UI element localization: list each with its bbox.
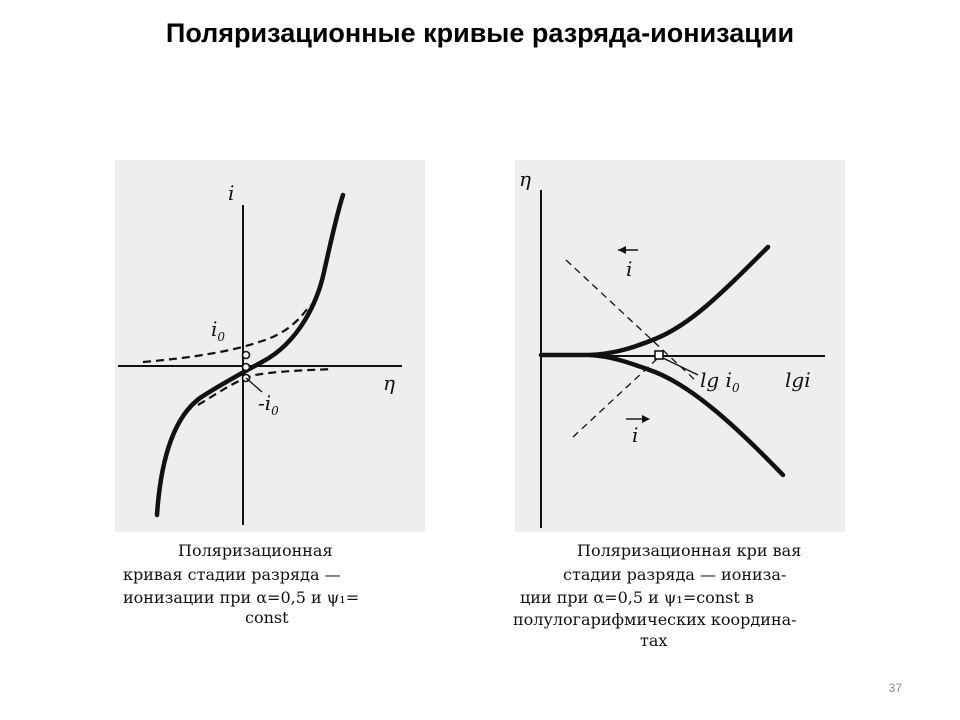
right-y-axis-label: η (519, 167, 531, 191)
left-point-origin (243, 364, 250, 371)
right-arrow-label-top: i (626, 257, 633, 281)
left-x-axis-label: η (383, 371, 395, 395)
left-caption-line-3: ионизации при α=0,5 и ψ₁= (123, 588, 360, 607)
right-label-lg-main: lg i (700, 368, 732, 392)
left-label-i0-main: i (211, 317, 218, 341)
right-label-lg-sub: 0 (731, 381, 740, 395)
left-y-axis-label: i (228, 181, 235, 205)
left-label-i0-sub: 0 (217, 330, 226, 344)
left-caption-line-1: Поляризационная (178, 541, 333, 560)
right-caption-line-1: Поляризационная кри вая (577, 541, 802, 560)
left-label-neg-i0-sub: 0 (271, 404, 279, 418)
right-x-axis-label: lgi (785, 368, 811, 392)
right-caption-line-3: ции при α=0,5 и ψ₁=const в (520, 588, 754, 607)
right-caption-line-4: полулогарифмических координа- (513, 610, 797, 629)
right-arrow-label-bottom: i (632, 423, 639, 447)
right-point-lg-i0 (655, 351, 663, 359)
left-point-i0 (243, 352, 250, 359)
left-label-neg-i0-main: -i (258, 391, 272, 415)
right-caption-line-5: тах (640, 631, 668, 650)
slide-title: Поляризационные кривые разряда-ионизации (165, 18, 795, 48)
right-scan-background (515, 160, 845, 532)
page-number: 37 (888, 681, 902, 695)
left-caption-line-4: const (245, 608, 289, 627)
left-caption-line-2: кривая стадии разряда — (123, 565, 341, 584)
right-caption-line-2: стадии разряда — иониза- (563, 565, 787, 584)
